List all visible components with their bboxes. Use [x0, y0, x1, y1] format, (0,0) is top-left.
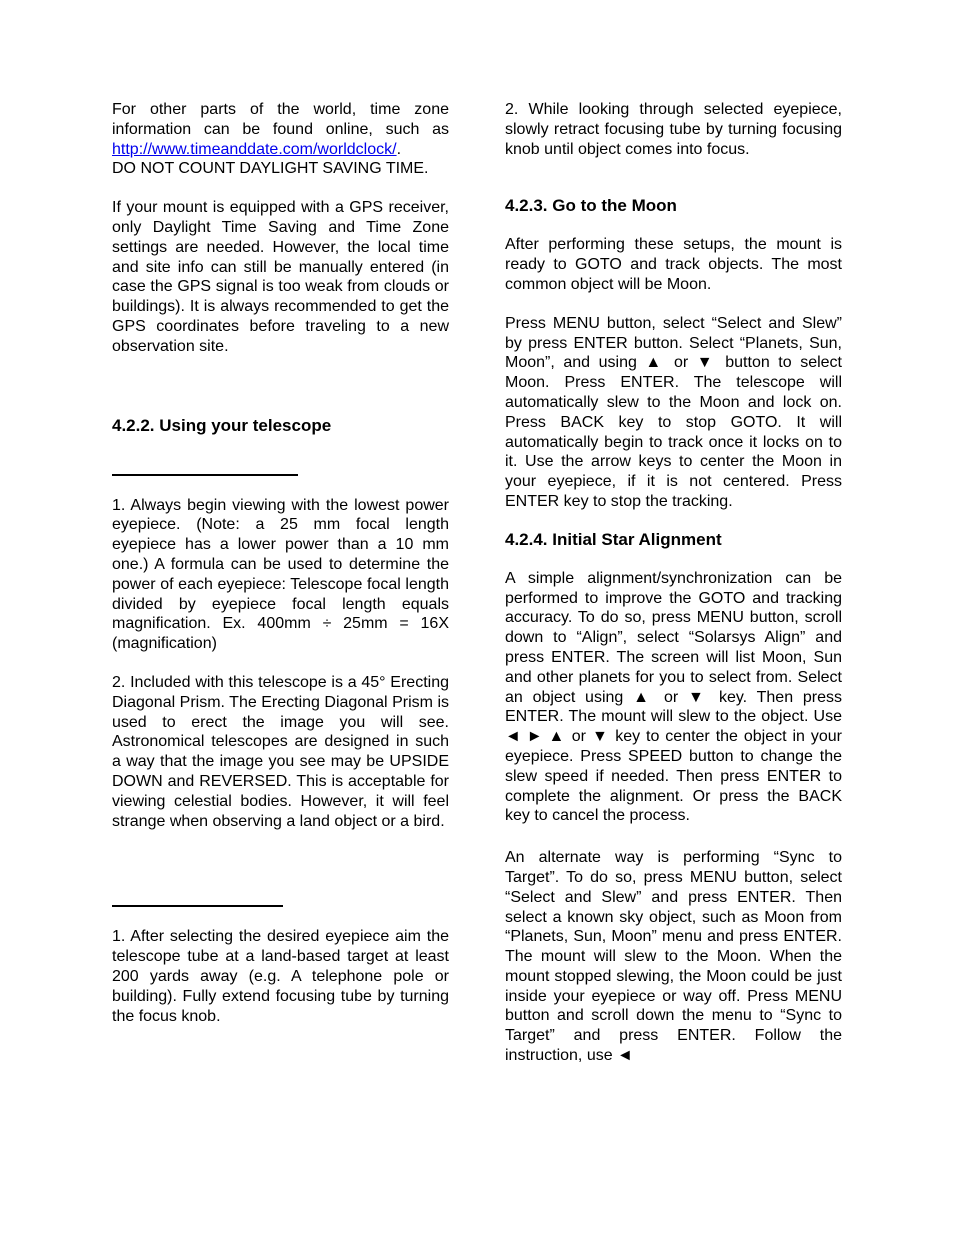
- gps-paragraph: If your mount is equipped with a GPS receiver, only Daylight Time Saving and Time Zone settings are needed. However, the local time and site info can still be manually entered (in case the GPS signal is too weak from clouds or buildings). It is always recommended to get the GPS coordinates before traveling to a new observation site.: [112, 199, 449, 355]
- select-slew-paragraph: Press MENU button, select “Select and Slew” by press ENTER button. Select “Planets, Sun, Moon”, and using ▲ or ▼ button to select Moon. Press ENTER. The telescope will automatically slew to the Moon and lock on. Press BACK key to stop GOTO. It will automatically begin to track once it locks on to it. Use the arrow keys to center the Moon in your eyepiece, if it is not centered. Press ENTER key to stop the tracking.: [505, 314, 842, 510]
- right-column: [505, 100, 842, 1066]
- worldclock-link[interactable]: http://www.timeanddate.com/worldclock/: [112, 140, 397, 158]
- heading-star-alignment: 4.2.4. Initial Star Alignment: [505, 529, 722, 549]
- diagonal-prism-paragraph: 2. Included with this telescope is a 45° Erecting Diagonal Prism. The Erecting Diagonal Prism is used to erect the image you will see. Astronomical telescopes are designed in such a way that the image you see may be UPSIDE DOWN and REVERSED. This is acceptable for viewing celestial bodies. However, it will feel strange when observing a land object or a bird.: [112, 673, 449, 830]
- sync-target-paragraph: An alternate way is performing “Sync to Target”. To do so, press MENU button, select “Select and Slew” and press ENTER. Then select a known sky object, such as Moon from “Planets, Sun, Moon” menu and press ENTER. The mount will slew to the Moon. When the mount stopped slewing, the Moon could be just inside your eyepiece or way off. Press MENU button and scroll down the menu to “Sync to Target” and press ENTER. Follow the instruction, use ◄: [505, 849, 842, 1065]
- daylight-saving-note: DO NOT COUNT DAYLIGHT SAVING TIME.: [112, 160, 429, 178]
- left-column: [112, 100, 449, 1026]
- section-divider-2: [112, 905, 283, 907]
- aim-telescope-paragraph: 1. After selecting the desired eyepiece aim the telescope tube at a land-based target at least 200 yards away (e.g. A telephone pole or building). Fully extend focusing tube by turning the focus knob.: [112, 928, 449, 1025]
- heading-go-to-moon: 4.2.3. Go to the Moon: [505, 196, 677, 216]
- focus-paragraph: 2. While looking through selected eyepiece, slowly retract focusing tube by turning focusing knob until object comes into focus.: [505, 101, 842, 158]
- timezone-text: For other parts of the world, time zone information can be found online, such as: [112, 101, 449, 138]
- timezone-paragraph: [112, 100, 449, 159]
- section-divider-1: [112, 474, 298, 476]
- alignment-paragraph: A simple alignment/synchronization can be performed to improve the GOTO and tracking accuracy. To do so, press MENU button, scroll down to “Align”, select “Solarsys Align” and press ENTER. The screen will list Moon, Sun and other planets for you to select from. Select an object using ▲ or ▼ key. Then press ENTER. The mount will slew to the object. Use ◄ ► ▲ or ▼ key to center the object in your eyepiece. Press SPEED button to change the slew speed if needed. Then press ENTER to complete the alignment. Or press the BACK key to cancel the process.: [505, 569, 842, 825]
- setup-ready-paragraph: After performing these setups, the mount is ready to GOTO and track objects. The most common object will be Moon.: [505, 236, 842, 293]
- timezone-text-end: .: [396, 140, 402, 158]
- eyepiece-power-paragraph: 1. Always begin viewing with the lowest power eyepiece. (Note: a 25 mm focal length eyepiece has a lower power than a 10 mm one.) A formula can be used to determine the power of each eyepiece: Telescope focal length divided by eyepiece focal length equals magnification. Ex. 400mm ÷ 25mm = 16X (magnification): [112, 496, 449, 653]
- heading-using-telescope: 4.2.2. Using your telescope: [112, 415, 332, 435]
